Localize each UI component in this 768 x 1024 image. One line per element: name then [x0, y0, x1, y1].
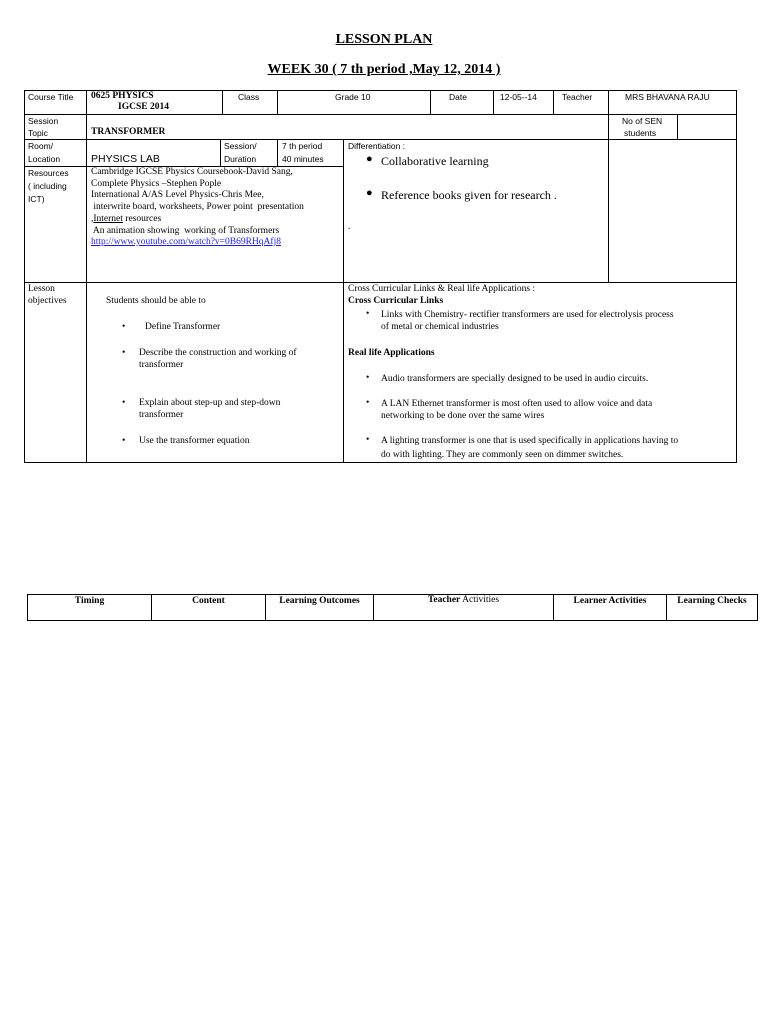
- date-value: 12-05--14: [500, 92, 537, 102]
- topic-value: TRANSFORMER: [91, 127, 166, 137]
- bullet-icon: •: [366, 373, 370, 383]
- room-label-2: Location: [28, 154, 61, 164]
- stray-dot: .: [348, 222, 351, 232]
- cross-link-item: Links with Chemistry- rectifier transformers are used for electrolysis process: [381, 310, 674, 320]
- week-heading: WEEK 30 ( 7 th period ,May 12, 2014 ): [267, 62, 501, 77]
- course-title-value-2: IGCSE 2014: [118, 102, 169, 112]
- column-header-teacher: Teacher Activities: [427, 595, 500, 605]
- sen-label-2: students: [624, 128, 657, 138]
- room-label: Room/: [28, 141, 54, 151]
- application-item: A LAN Ethernet transformer is most often used to allow voice and data: [381, 399, 653, 409]
- application-item: A lighting transformer is one that is used specifically in applications having to: [381, 436, 679, 446]
- cross-links-heading: Cross Curricular Links: [348, 296, 444, 306]
- objectives-intro: Students should be able to: [106, 296, 206, 306]
- objective-item: Describe the construction and working of: [139, 348, 297, 358]
- class-value: Grade 10: [335, 92, 371, 102]
- bullet-icon: •: [122, 398, 126, 408]
- duration-value: 40 minutes: [282, 154, 324, 164]
- resource-line: interwrite board, worksheets, Power point presentation: [91, 202, 304, 213]
- session-duration-label-2: Duration: [224, 154, 257, 164]
- bullet-icon: •: [366, 309, 370, 319]
- column-header-timing: Timing: [74, 596, 105, 606]
- application-item-cont: networking to be done over the same wires: [381, 411, 545, 421]
- session-duration-label: Session/: [224, 141, 257, 151]
- column-header-outcomes: Learning Outcomes: [279, 596, 360, 606]
- page-title: LESSON PLAN: [335, 32, 433, 47]
- course-title-value: 0625 PHYSICS: [91, 91, 154, 101]
- column-header-learner: Learner Activities: [573, 596, 647, 606]
- period-value: 7 th period: [282, 141, 323, 151]
- teacher-value: MRS BHAVANA RAJU: [625, 92, 710, 102]
- resource-line: Complete Physics –Stephen Pople: [91, 178, 222, 189]
- resources-label-2: ( including: [28, 181, 67, 191]
- objective-item: Use the transformer equation: [139, 436, 250, 446]
- cross-link-item-cont: of metal or chemical industries: [381, 322, 499, 332]
- bullet-icon: •: [122, 348, 126, 358]
- objective-item-cont: transformer: [139, 360, 184, 370]
- sen-label: No of SEN: [622, 116, 663, 126]
- column-header-checks: Learning Checks: [677, 596, 747, 606]
- cross-heading: Cross Curricular Links & Real life Applications :: [348, 284, 536, 294]
- session-topic-label: Session: [28, 116, 59, 126]
- column-header-content: Content: [192, 596, 225, 606]
- resource-line: An animation showing working of Transformers: [91, 225, 280, 236]
- objective-item: Explain about step-up and step-down: [139, 398, 281, 408]
- objectives-label-2: objectives: [28, 296, 67, 306]
- objective-item: Define Transformer: [145, 322, 221, 332]
- date-label: Date: [449, 92, 467, 102]
- bullet-icon: •: [366, 398, 370, 408]
- youtube-link[interactable]: http://www.youtube.com/watch?v=0B69RHqAfj8: [91, 237, 281, 248]
- session-topic-label-2: Topic: [28, 128, 48, 138]
- teacher-label: Teacher: [562, 92, 593, 102]
- application-item-cont: do with lighting. They are commonly seen on dimmer switches.: [381, 450, 624, 460]
- bullet-icon: ●: [366, 187, 373, 199]
- resources-list: [91, 167, 304, 249]
- bullet-icon: ●: [366, 153, 373, 165]
- bullet-icon: •: [122, 322, 126, 332]
- resource-line: ,Internet resources: [91, 213, 162, 224]
- bullet-icon: •: [366, 435, 370, 445]
- internet-link[interactable]: Internet: [93, 213, 123, 224]
- resources-label: Resources: [28, 168, 69, 178]
- resource-line: International A/AS Level Physics-Chris Mee,: [91, 190, 264, 201]
- course-title-label: Course Title: [28, 92, 74, 102]
- objectives-label: Lesson: [28, 284, 55, 294]
- class-label: Class: [238, 92, 260, 102]
- differentiation-label: Differentiation :: [348, 141, 406, 151]
- real-life-heading: Real life Applications: [348, 348, 435, 358]
- room-value: PHYSICS LAB: [91, 153, 160, 165]
- objective-item-cont: transformer: [139, 410, 184, 420]
- resources-label-3: ICT): [28, 194, 45, 204]
- bullet-icon: •: [122, 436, 126, 446]
- resource-line: Cambridge IGCSE Physics Coursebook-David Sang,: [91, 167, 293, 177]
- application-item: Audio transformers are specially designed to be used in audio circuits.: [381, 374, 649, 384]
